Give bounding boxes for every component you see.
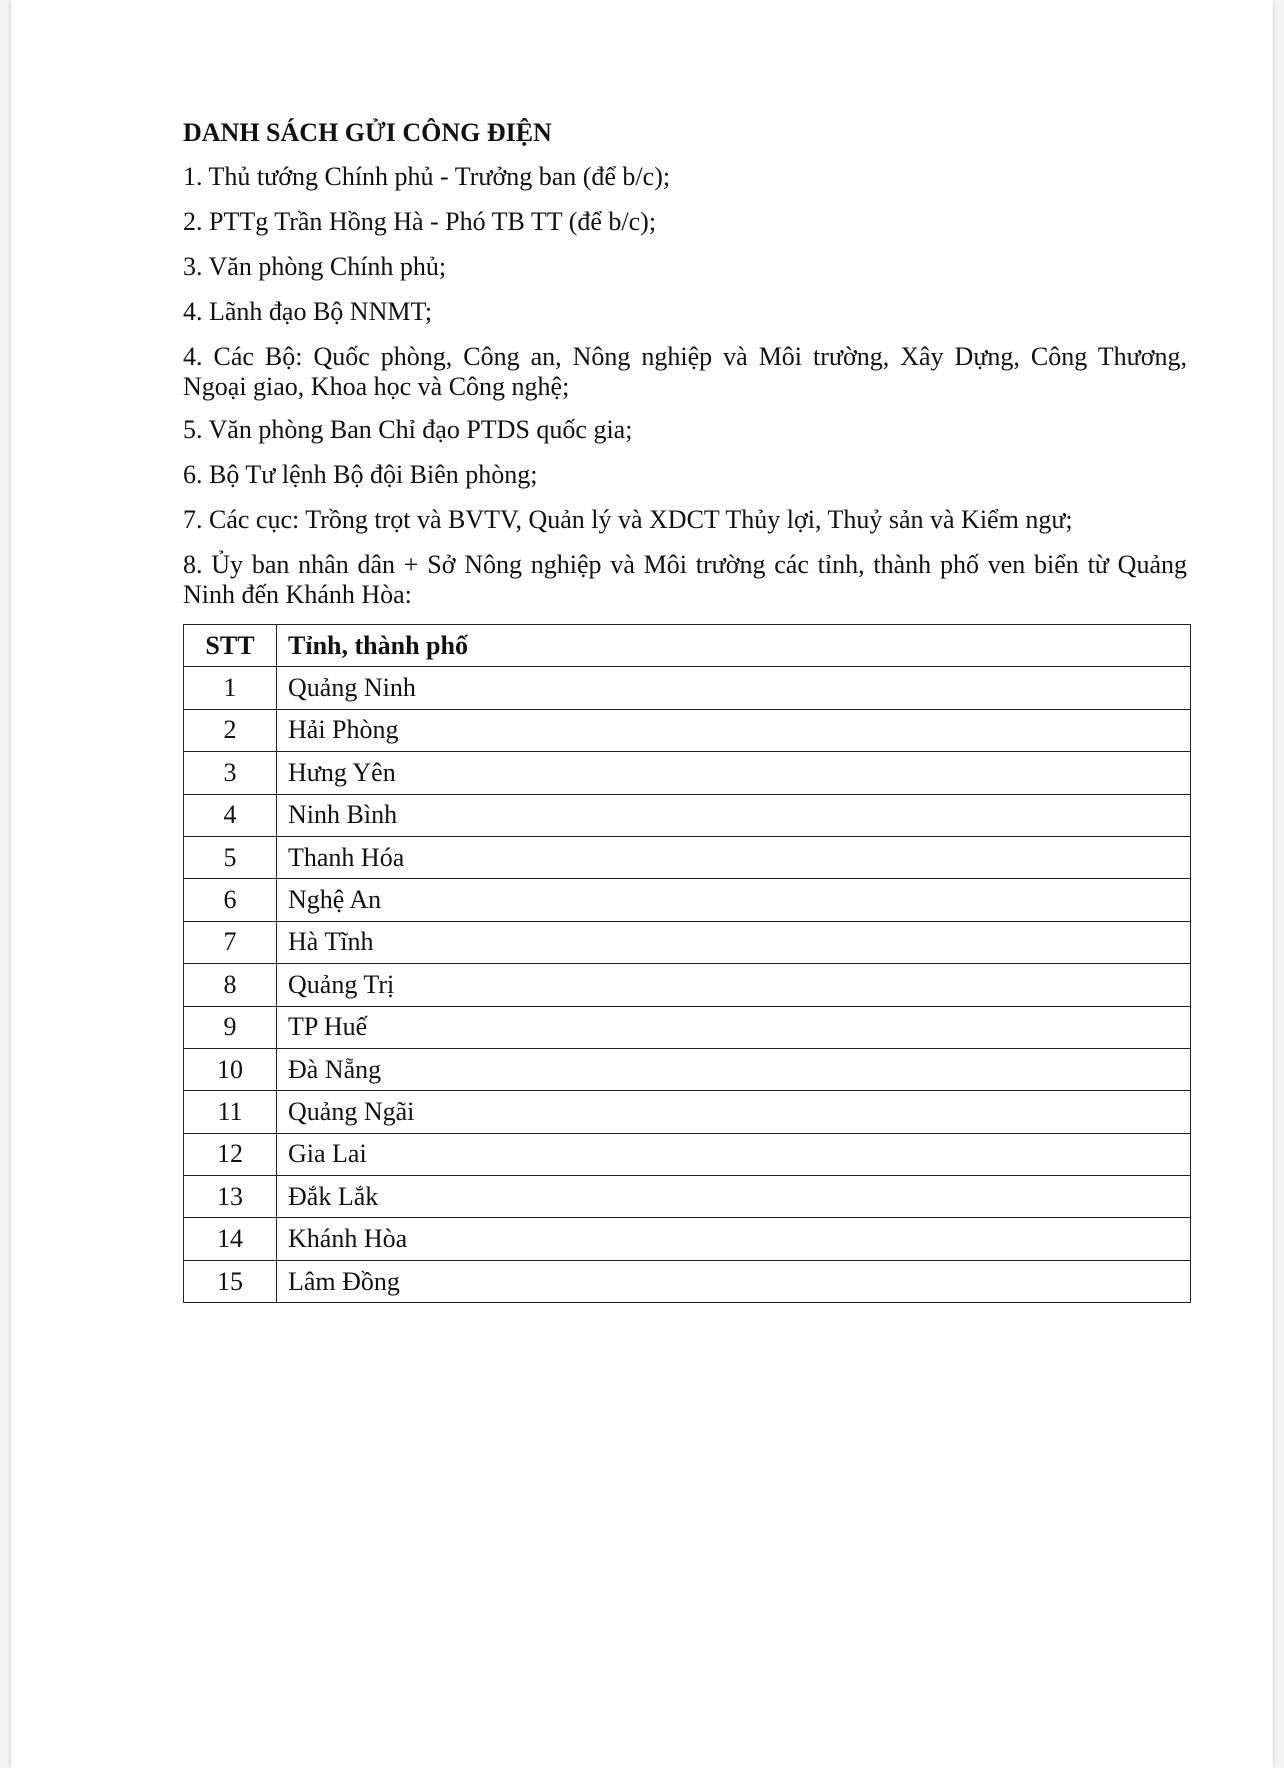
recipient-item: 4. Các Bộ: Quốc phòng, Công an, Nông nghiệp và Môi trường, Xây Dựng, Công Thương, Ngoại giao, Khoa học và Công nghệ;: [183, 342, 1187, 401]
row-number: 9: [184, 1006, 277, 1048]
row-number: 1: [184, 667, 277, 709]
table-row: [184, 1048, 1191, 1090]
row-number: 10: [184, 1048, 277, 1090]
table-header-row: [184, 625, 1191, 667]
recipient-item: 3. Văn phòng Chính phủ;: [183, 252, 447, 281]
table-row: [184, 1176, 1191, 1218]
province-name: Lâm Đồng: [277, 1260, 1191, 1302]
table-row: [184, 709, 1191, 751]
table-row: [184, 964, 1191, 1006]
province-name: Đà Nẵng: [277, 1048, 1191, 1090]
province-name: Khánh Hòa: [277, 1218, 1191, 1260]
document-page: [11, 0, 1273, 1768]
document-content: [183, 118, 1187, 1303]
table-row: [184, 667, 1191, 709]
table-row: [184, 794, 1191, 836]
table-row: [184, 921, 1191, 963]
recipient-item: 5. Văn phòng Ban Chỉ đạo PTDS quốc gia;: [183, 415, 633, 444]
province-name: Quảng Trị: [277, 964, 1191, 1006]
province-name: Hưng Yên: [277, 752, 1191, 794]
table-row: [184, 879, 1191, 921]
row-number: 8: [184, 964, 277, 1006]
table-row: [184, 836, 1191, 878]
row-number: 12: [184, 1133, 277, 1175]
table-row: [184, 1091, 1191, 1133]
province-name: Quảng Ngãi: [277, 1091, 1191, 1133]
recipient-item: 8. Ủy ban nhân dân + Sở Nông nghiệp và Môi trường các tỉnh, thành phố ven biển từ Quảng Ninh đến Khánh Hòa:: [183, 550, 1187, 609]
row-number: 6: [184, 879, 277, 921]
row-number: 7: [184, 921, 277, 963]
province-name: Hải Phòng: [277, 709, 1191, 751]
row-number: 4: [184, 794, 277, 836]
row-number: 14: [184, 1218, 277, 1260]
province-name: TP Huế: [277, 1006, 1191, 1048]
row-number: 11: [184, 1091, 277, 1133]
recipient-item: 6. Bộ Tư lệnh Bộ đội Biên phòng;: [183, 460, 538, 489]
column-header-stt: STT: [184, 625, 277, 667]
recipient-item: 4. Lãnh đạo Bộ NNMT;: [183, 297, 433, 326]
row-number: 5: [184, 836, 277, 878]
row-number: 2: [184, 709, 277, 751]
column-header-province: Tỉnh, thành phố: [277, 625, 1191, 667]
row-number: 13: [184, 1176, 277, 1218]
row-number: 3: [184, 752, 277, 794]
table-row: [184, 752, 1191, 794]
recipient-item: 7. Các cục: Trồng trọt và BVTV, Quản lý và XDCT Thủy lợi, Thuỷ sản và Kiểm ngư;: [183, 505, 1073, 534]
table-row: [184, 1006, 1191, 1048]
row-number: 15: [184, 1260, 277, 1302]
table-row: [184, 1133, 1191, 1175]
recipient-item: 2. PTTg Trần Hồng Hà - Phó TB TT (để b/c);: [183, 207, 657, 236]
table-row: [184, 1218, 1191, 1260]
provinces-table: [183, 624, 1191, 1303]
table-row: [184, 1260, 1191, 1302]
province-name: Thanh Hóa: [277, 836, 1191, 878]
province-name: Gia Lai: [277, 1133, 1191, 1175]
province-name: Quảng Ninh: [277, 667, 1191, 709]
document-title: DANH SÁCH GỬI CÔNG ĐIỆN: [183, 118, 552, 147]
province-name: Ninh Bình: [277, 794, 1191, 836]
recipient-item: 1. Thủ tướng Chính phủ - Trưởng ban (để b/c);: [183, 162, 671, 191]
province-name: Hà Tĩnh: [277, 921, 1191, 963]
province-name: Đắk Lắk: [277, 1176, 1191, 1218]
province-name: Nghệ An: [277, 879, 1191, 921]
